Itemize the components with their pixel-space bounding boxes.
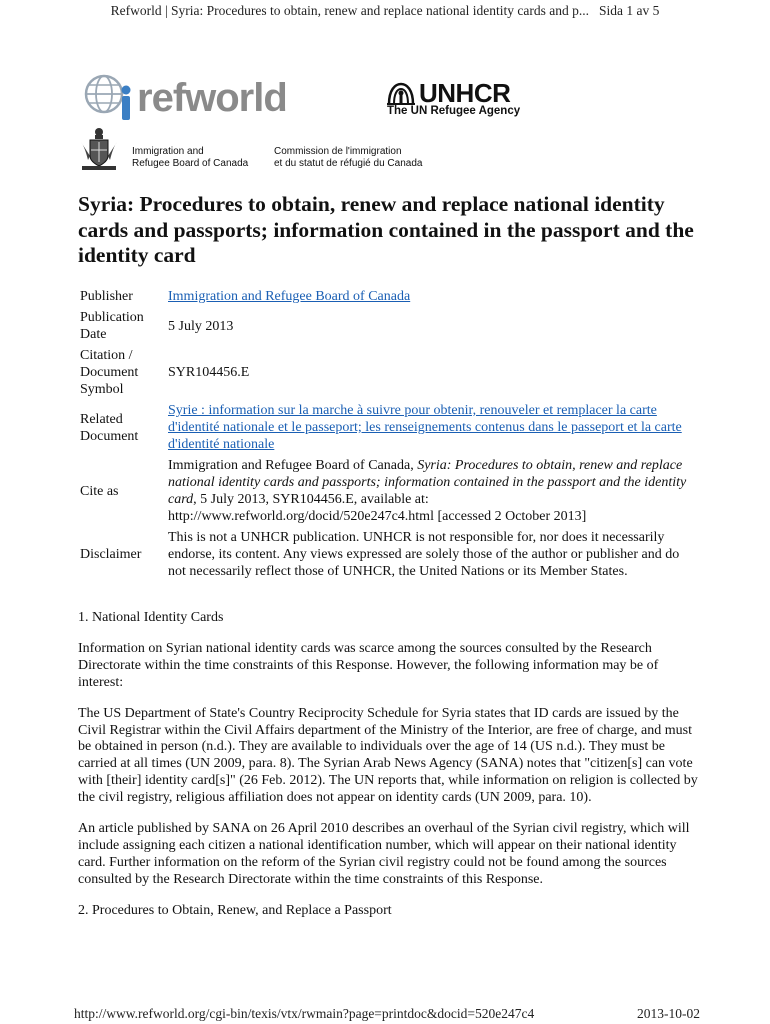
disclaimer-label: Disclaimer [80,547,142,562]
meta-row-pubdate [78,307,698,345]
related-document-link[interactable]: Syrie : information sur la marche à suivre pour obtenir, renouveler et remplacer la carte d'identité nationale et le passeport; les renseignements contenus dans le passeport et la carte d'identité nationale [168,403,682,452]
meta-row-disclaimer [78,527,698,582]
publication-date-value: 5 July 2013 [168,318,234,334]
print-footer-date: 2013-10-02 [637,1006,700,1021]
meta-row-publisher [78,286,698,307]
publisher-link[interactable]: Immigration and Refugee Board of Canada [168,289,411,304]
print-footer-url: http://www.refworld.org/cgi-bin/texis/vtx/rwmain?page=printdoc&docid=520e247c4 [74,1006,535,1021]
refworld-wordmark: refworld [137,76,287,120]
canada-coat-of-arms-icon [78,126,120,172]
refworld-logo[interactable] [82,72,332,124]
document-metadata [78,286,698,582]
cite-as-value: Immigration and Refugee Board of Canada, Syria: Procedures to obtain, renew and replace national identity cards and passports; information contained in the passport and the identity card, 5 July 2013, SYR104456.E, available at: http://www.refworld.org/docid/520e247c4.html [accessed 2 October 2013] [168,458,687,524]
print-header-page: Sida 1 av 5 [599,3,660,18]
paragraph-3: An article published by SANA on 26 April 2010 describes an overhaul of the Syrian civil registry, which will include assigning each citizen a national identification number, which will appear on their national identity card. Further information on the reform of the Syrian civil registry could not be found among the sources consulted by the Research Directorate within the time constraints of this Response. [78,821,690,887]
cite-as-title: Syria: Procedures to obtain, renew and replace national identity cards and passports; information contained in the passport and the identity card [168,458,687,507]
cite-as-label: Cite as [80,483,119,499]
unhcr-emblem-icon [385,80,417,106]
paragraph-2: The US Department of State's Country Reciprocity Schedule for Syria states that ID cards are issued by the Civil Registrar within the Civil Affairs department of the Ministry of the Interior, are free of charge, and must be obtained in person (n.d.). They are available to individuals over the age of 14 (US n.d.). They must be carried at all times (UN 2009, para. 8). The Syrian Arab News Agency (SANA) notes that "citizen[s] can vote with [their] identity card[s]" (26 Feb. 2012). The UN reports that, while information on religion is collected by the civil registry, religious affiliation does not appear on identity cards (UN 2009, para. 10). [78,705,698,806]
publisher-label: Publisher [80,289,133,304]
meta-row-citation [78,345,698,400]
paragraph-1: Information on Syrian national identity cards was scarce among the sources consulted by the Research Directorate within the time constraints of this Response. However, the following information may be of interest: [78,640,659,690]
globe-icon [82,72,136,124]
meta-row-citeas [78,455,698,527]
print-footer [74,1006,700,1022]
document-title: Syria: Procedures to obtain, renew and replace national identity cards and passports; information contained in the passport and the identity card [78,192,694,267]
irb-french-name: Commission de l'immigration et du statut de réfugié du Canada [274,146,423,169]
meta-row-related [78,400,698,455]
section-heading-identity-cards: 1. National Identity Cards [78,610,224,625]
unhcr-wordmark: UNHCR [419,78,511,108]
print-header [0,3,770,19]
print-header-title: Refworld | Syria: Procedures to obtain, renew and replace national identity cards and p... [110,3,590,18]
section-heading-passport: 2. Procedures to Obtain, Renew, and Replace a Passport [78,902,392,918]
unhcr-tagline: The UN Refugee Agency [387,105,521,117]
citation-label: Citation / Document Symbol [80,348,139,397]
unhcr-logo[interactable] [385,80,545,122]
publication-date-label: Publication Date [80,310,144,342]
irb-english-name: Immigration and Refugee Board of Canada [132,146,249,169]
related-document-label: Related Document [80,411,139,444]
disclaimer-value: This is not a UNHCR publication. UNHCR is not responsible for, nor does it necessarily endorse, its content. Any views expressed are solely those of the author or publisher and do not necessarily reflect those of UNHCR, the United Nations or its Member States. [168,530,680,579]
citation-value: SYR104456.E [168,365,250,380]
document-body [78,610,698,934]
